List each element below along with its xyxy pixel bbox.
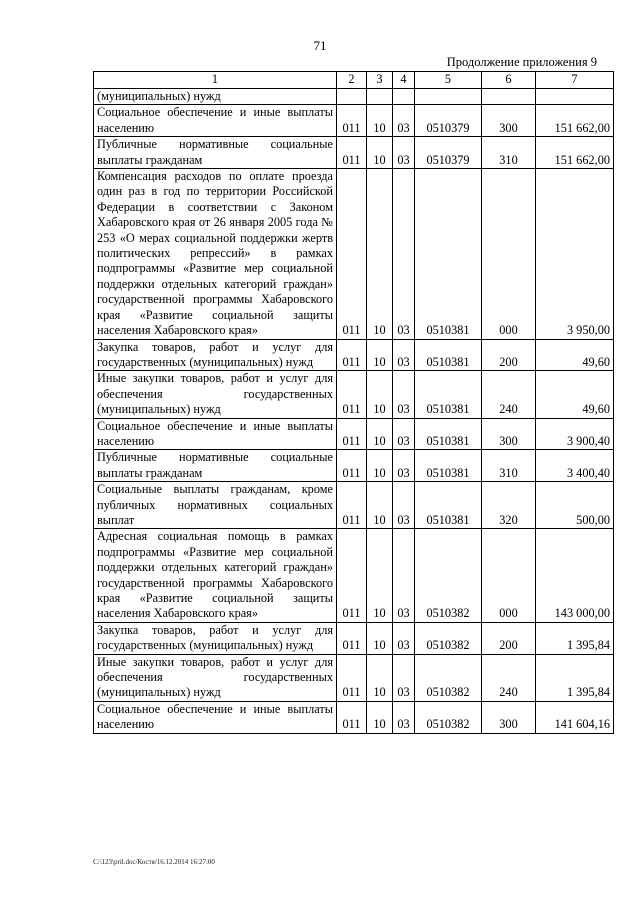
table-row [94,654,614,701]
row-subsection: 03 [393,622,415,654]
row-name: Компенсация расходов по оплате проезда один раз в год по территории Российской Федерации в соответствии с Законом Хабаровского края от 26 января 2005 года № 253 «О мерах социальной поддержки жертв политических репрессий» в рамках подпрограммы «Развитие мер социальной поддержки отдельных категорий граждан» государственной программы Хабаровского края «Развитие социальной защиты населения Хабаровского края» [94,169,337,339]
row-amount: 3 900,40 [536,418,614,450]
row-subsection: 03 [393,701,415,733]
row-section: 10 [367,622,393,654]
table-row [94,105,614,137]
table-row [94,418,614,450]
appendix-continuation-label: Продолжение приложения 9 [446,55,597,69]
table-row [94,529,614,622]
table-row [94,371,614,418]
row-target-article: 0510381 [415,169,482,339]
row-name: (муниципальных) нужд [94,89,337,105]
header-col-2: 2 [337,72,367,89]
row-expense-type: 000 [482,169,536,339]
row-name: Социальные выплаты гражданам, кроме публичных нормативных социальных выплат [94,482,337,529]
row-expense-type: 240 [482,654,536,701]
row-admin-code: 011 [337,450,367,482]
table-row [94,137,614,169]
row-name: Закупка товаров, работ и услуг для государственных (муниципальных) нужд [94,622,337,654]
row-admin-code: 011 [337,701,367,733]
row-name: Социальное обеспечение и иные выплаты населению [94,105,337,137]
row-target-article: 0510382 [415,654,482,701]
row-admin-code: 011 [337,418,367,450]
row-target-article: 0510382 [415,701,482,733]
row-expense-type: 200 [482,339,536,371]
table-row [94,89,614,105]
header-col-3: 3 [367,72,393,89]
row-expense-type: 300 [482,418,536,450]
row-expense-type: 200 [482,622,536,654]
row-subsection: 03 [393,482,415,529]
row-section: 10 [367,371,393,418]
row-target-article [415,89,482,105]
row-amount: 151 662,00 [536,105,614,137]
row-section: 10 [367,418,393,450]
row-amount [536,89,614,105]
row-name: Закупка товаров, работ и услуг для государственных (муниципальных) нужд [94,339,337,371]
row-admin-code: 011 [337,339,367,371]
header-col-5: 5 [415,72,482,89]
row-admin-code: 011 [337,371,367,418]
budget-table [93,71,614,734]
row-name: Иные закупки товаров, работ и услуг для обеспечения государственных (муниципальных) нужд [94,654,337,701]
file-path-footer: C:\123\pril.doc/Костя/16.12.2014 16:27:00 [93,858,215,866]
row-subsection: 03 [393,654,415,701]
row-admin-code: 011 [337,654,367,701]
row-admin-code: 011 [337,137,367,169]
row-name: Публичные нормативные социальные выплаты гражданам [94,137,337,169]
row-subsection: 03 [393,169,415,339]
row-name: Адресная социальная помощь в рамках подпрограммы «Развитие мер социальной поддержки отдельных категорий граждан» государственной программы Хабаровского края «Развитие социальной защиты населения Хабаровского края» [94,529,337,622]
row-subsection: 03 [393,137,415,169]
table-header-row [94,72,614,89]
row-section [367,89,393,105]
row-section: 10 [367,137,393,169]
page-number: 71 [313,38,327,53]
row-amount: 500,00 [536,482,614,529]
row-expense-type [482,89,536,105]
row-expense-type: 000 [482,529,536,622]
row-subsection: 03 [393,450,415,482]
row-subsection [393,89,415,105]
row-subsection: 03 [393,105,415,137]
row-expense-type: 310 [482,450,536,482]
row-target-article: 0510381 [415,482,482,529]
row-section: 10 [367,701,393,733]
row-target-article: 0510381 [415,450,482,482]
header-col-1: 1 [94,72,337,89]
row-name: Социальное обеспечение и иные выплаты населению [94,701,337,733]
row-expense-type: 300 [482,105,536,137]
row-expense-type: 320 [482,482,536,529]
row-admin-code: 011 [337,622,367,654]
row-admin-code: 011 [337,529,367,622]
header-col-6: 6 [482,72,536,89]
row-expense-type: 240 [482,371,536,418]
row-amount: 3 400,40 [536,450,614,482]
row-amount: 3 950,00 [536,169,614,339]
table-row [94,169,614,339]
row-admin-code: 011 [337,105,367,137]
row-amount: 141 604,16 [536,701,614,733]
row-section: 10 [367,529,393,622]
row-amount: 49,60 [536,371,614,418]
row-amount: 143 000,00 [536,529,614,622]
row-target-article: 0510381 [415,339,482,371]
row-subsection: 03 [393,339,415,371]
row-expense-type: 300 [482,701,536,733]
row-section: 10 [367,105,393,137]
row-admin-code: 011 [337,169,367,339]
row-section: 10 [367,450,393,482]
row-name: Социальное обеспечение и иные выплаты населению [94,418,337,450]
row-amount: 151 662,00 [536,137,614,169]
table-row [94,622,614,654]
row-amount: 49,60 [536,339,614,371]
table-row [94,701,614,733]
row-name: Иные закупки товаров, работ и услуг для обеспечения государственных (муниципальных) нужд [94,371,337,418]
row-target-article: 0510381 [415,371,482,418]
header-col-4: 4 [393,72,415,89]
table-row [94,482,614,529]
table-row [94,450,614,482]
row-target-article: 0510379 [415,137,482,169]
row-subsection: 03 [393,529,415,622]
row-amount: 1 395,84 [536,622,614,654]
row-section: 10 [367,482,393,529]
row-section: 10 [367,339,393,371]
row-target-article: 0510382 [415,622,482,654]
row-target-article: 0510379 [415,105,482,137]
row-amount: 1 395,84 [536,654,614,701]
row-subsection: 03 [393,371,415,418]
row-target-article: 0510381 [415,418,482,450]
header-col-7: 7 [536,72,614,89]
row-section: 10 [367,654,393,701]
row-admin-code [337,89,367,105]
table-row [94,339,614,371]
row-target-article: 0510382 [415,529,482,622]
row-expense-type: 310 [482,137,536,169]
row-admin-code: 011 [337,482,367,529]
row-section: 10 [367,169,393,339]
row-subsection: 03 [393,418,415,450]
row-name: Публичные нормативные социальные выплаты гражданам [94,450,337,482]
